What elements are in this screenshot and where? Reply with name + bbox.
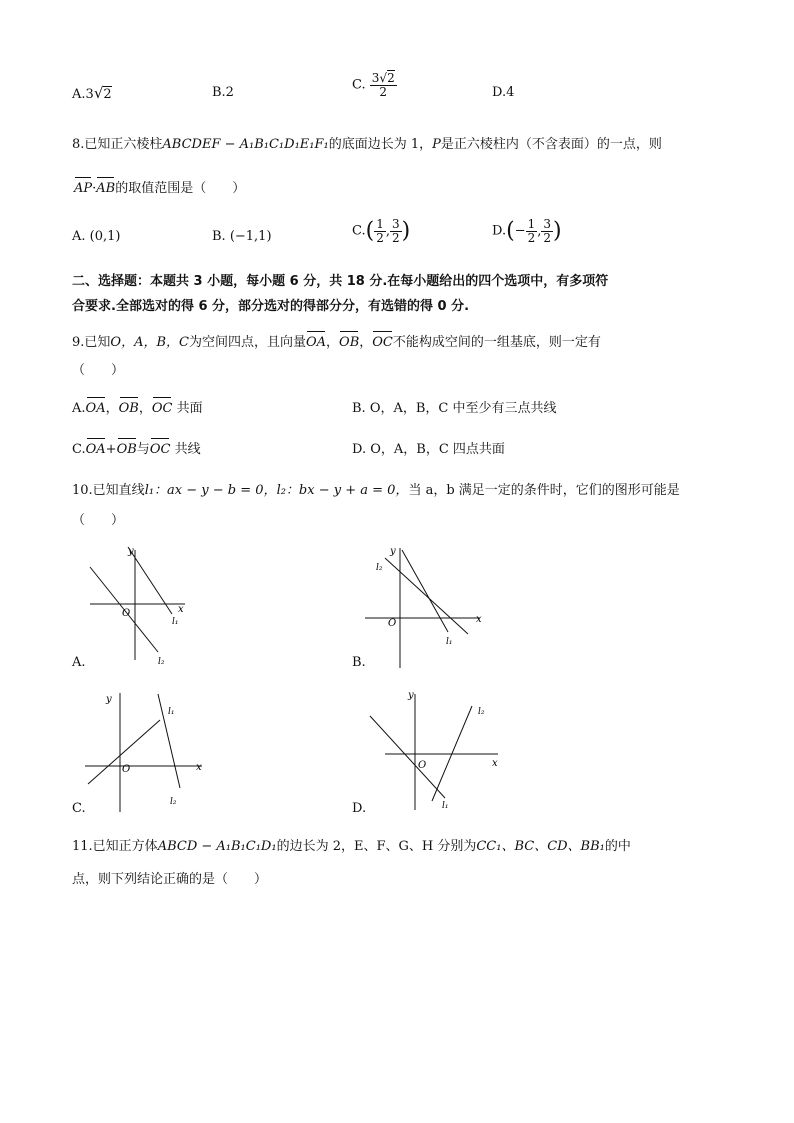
l1-label: l₁: [442, 801, 449, 811]
x-axis-label: x: [492, 758, 498, 769]
graph-b-line-l2: [385, 558, 468, 634]
l2-label: l₂: [376, 563, 383, 573]
q10-label-b: B.: [352, 655, 366, 670]
y-axis-label: y: [106, 694, 112, 705]
q11-line1: 11.已知正方体ABCD − A₁B₁C₁D₁的边长为 2，E、F、G、H 分别为CC₁、BC、CD、BB₁的中: [72, 839, 631, 854]
q7-option-d: D.4: [492, 85, 515, 100]
graph-d-line-l1: [370, 716, 445, 798]
l2-label: l₂: [158, 657, 165, 667]
section2-heading-line2: 合要求.全部选对的得 6 分，部分选对的得部分分，有选错的得 0 分.: [72, 299, 470, 314]
q10-blank: （ ）: [72, 513, 125, 528]
q9-blank: （ ）: [72, 363, 125, 378]
q10-graph-c: [80, 688, 210, 818]
l1-label: l₁: [446, 637, 453, 647]
y-axis-label: y: [128, 546, 134, 557]
q8-line1: 8.已知正六棱柱ABCDEF − A₁B₁C₁D₁E₁F₁的底面边长为 1，P是正六棱柱内（不含表面）的一点，则: [72, 137, 662, 152]
origin-label: O: [122, 608, 131, 619]
origin-label: O: [388, 618, 397, 629]
q9-option-a: A.OA，OB，OC 共面: [72, 401, 203, 416]
y-axis-label: y: [390, 546, 396, 557]
origin-label: O: [122, 764, 131, 775]
x-axis-label: x: [178, 604, 184, 615]
q8-option-a: A. (0,1): [72, 229, 121, 244]
l2-label: l₂: [478, 707, 485, 717]
l2-label: l₂: [170, 797, 177, 807]
q10-graph-a: [80, 542, 210, 672]
q10-label-d: D.: [352, 801, 367, 816]
q11-line2: 点，则下列结论正确的是（ ）: [72, 872, 268, 887]
q8-option-c: C.( $\frac{1}{2}$ , $\frac{3}{2}$ ): [352, 217, 411, 245]
x-axis-label: x: [476, 614, 482, 625]
section2-heading-line1: 二、选择题：本题共 3 小题，每小题 6 分，共 18 分.在每小题给出的四个选项中，有多项符: [72, 274, 609, 289]
l1-label: l₁: [172, 617, 179, 627]
q7-option-b: B.2: [212, 85, 234, 100]
q10-graph-b: [360, 540, 490, 670]
graph-b-line-l1: [402, 550, 448, 632]
q7-option-a: A.3√2: [72, 84, 112, 102]
q8-line2: AP·AB的取值范围是（ ）: [74, 181, 246, 196]
q9-option-c: C.OA+OB与OC 共线: [72, 442, 201, 457]
q10-graph-d: [360, 686, 500, 816]
q9-option-b: B. O，A，B，C 中至少有三点共线: [352, 401, 557, 416]
x-axis-label: x: [196, 762, 202, 773]
q8-option-d: D.(− $\frac{1}{2}$ , $\frac{3}{2}$ ): [492, 217, 562, 245]
q10-line1: 10.已知直线l₁：ax − y − b = 0，l₂：bx − y + a = 0，当 a，b 满足一定的条件时，它们的图形可能是: [72, 483, 680, 498]
q10-label-a: A.: [72, 655, 86, 670]
l1-label: l₁: [168, 707, 175, 717]
origin-label: O: [418, 760, 427, 771]
q10-label-c: C.: [72, 801, 86, 816]
q9-line1: 9.已知O，A，B，C为空间四点，且向量OA，OB，OC不能构成空间的一组基底，则一定有: [72, 335, 601, 350]
q8-option-b: B. (−1,1): [212, 229, 272, 244]
q9-option-d: D. O，A，B，C 四点共面: [352, 442, 505, 457]
q7-option-c: C. $\frac{3√2}{2}$: [352, 71, 395, 99]
y-axis-label: y: [408, 690, 414, 701]
sqrt-sign: √: [93, 84, 104, 102]
